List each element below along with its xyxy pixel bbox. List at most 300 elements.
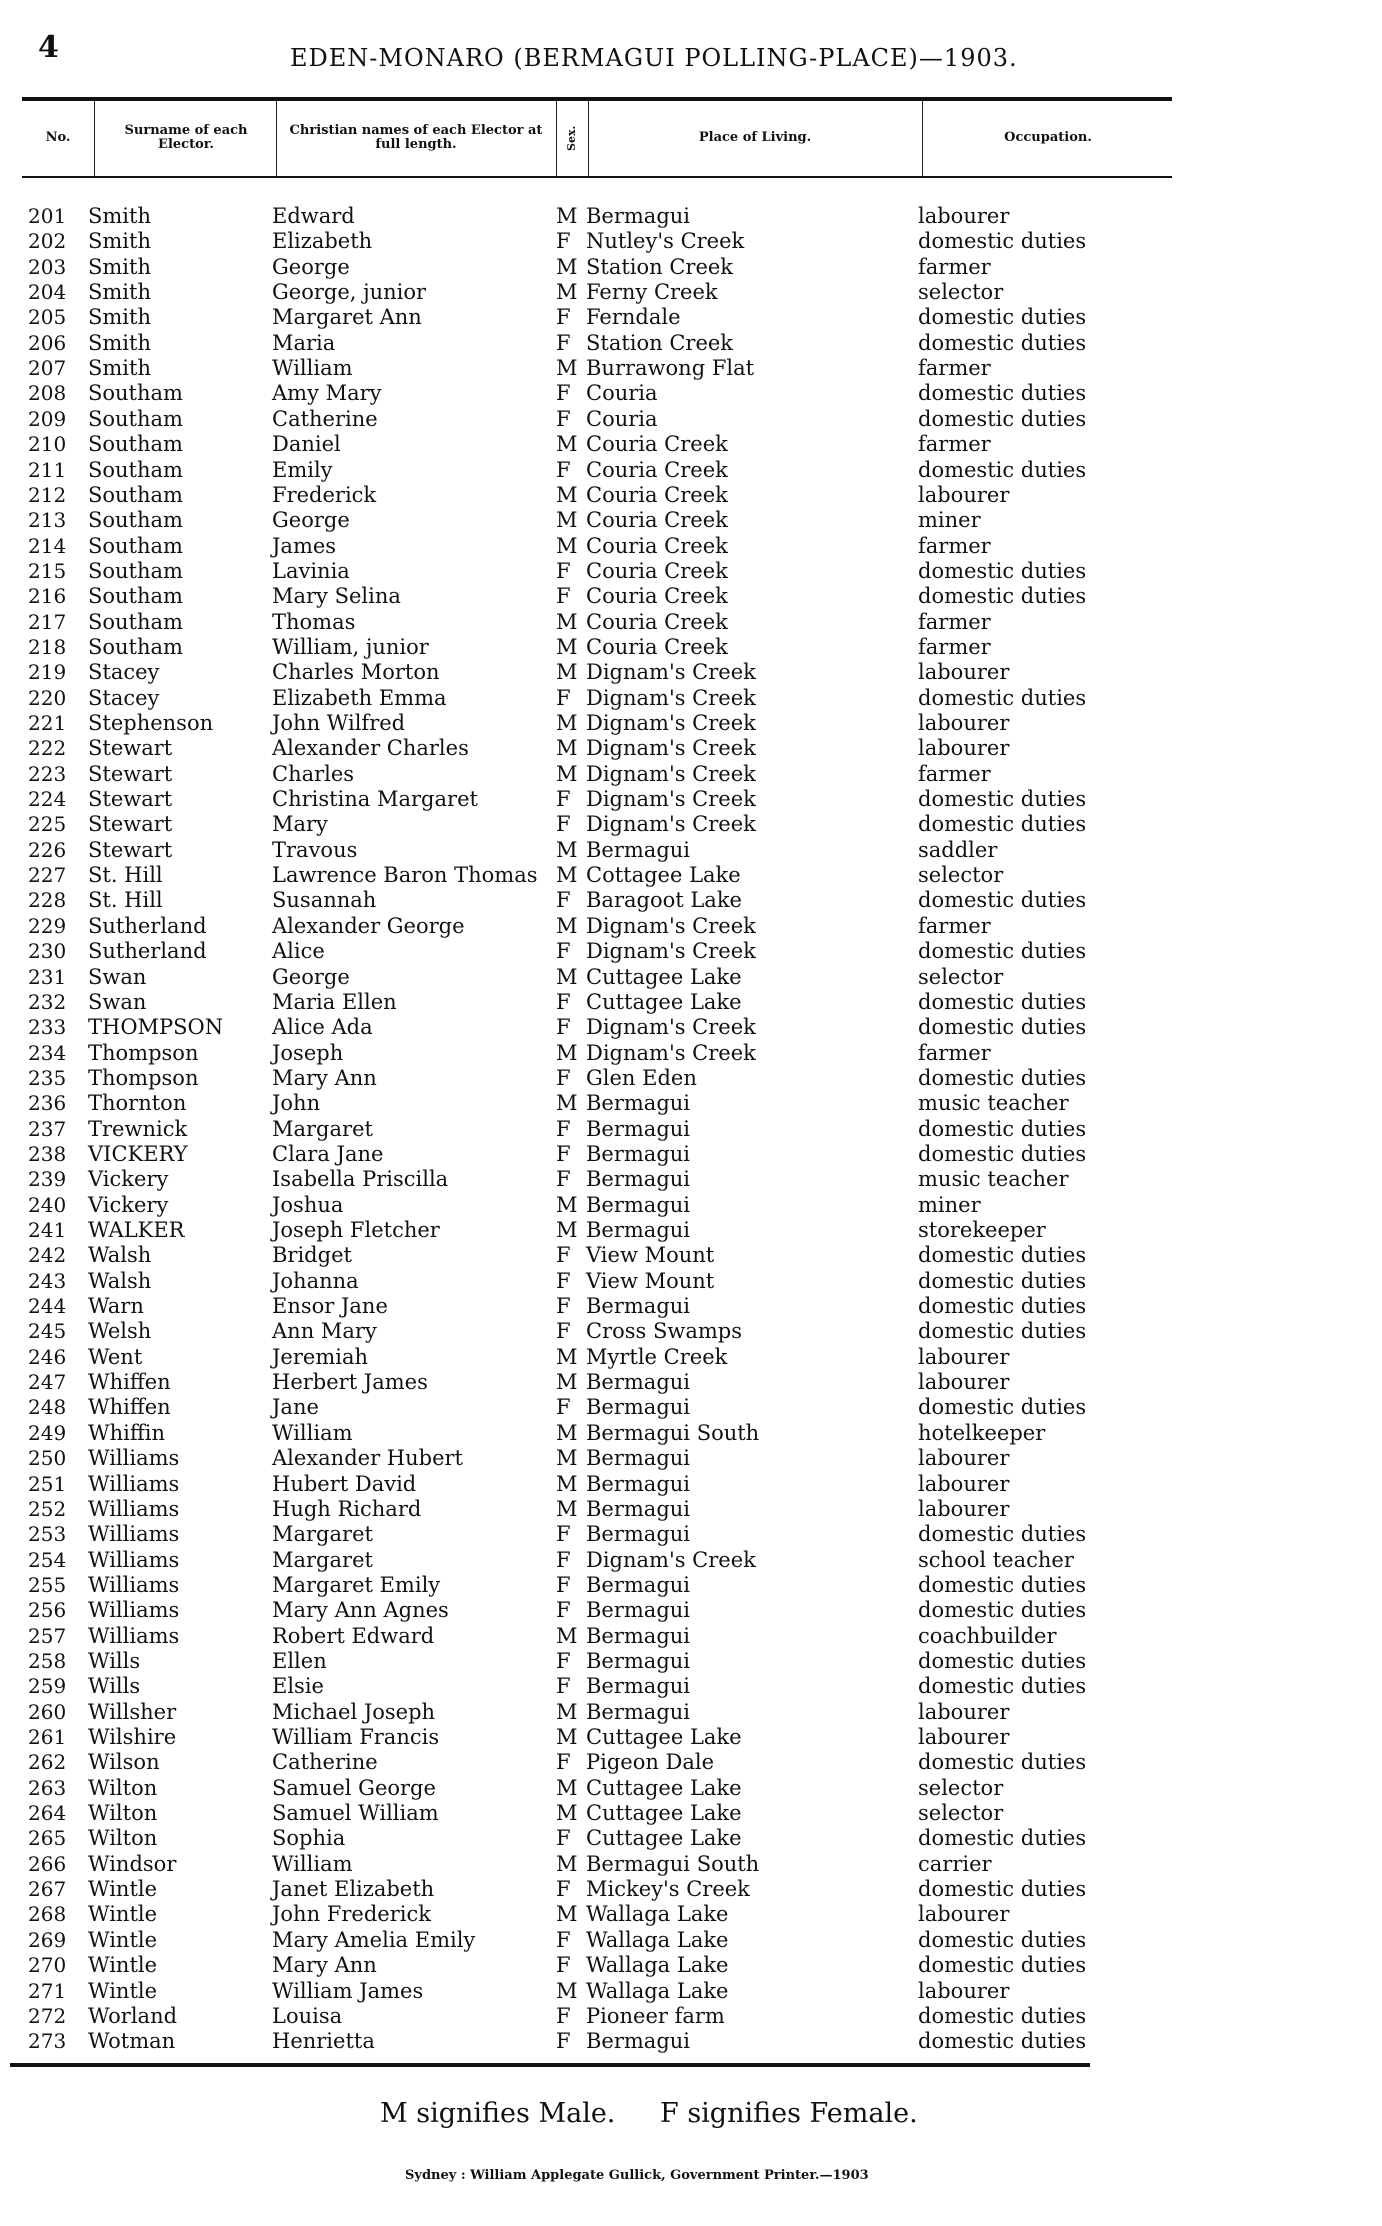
elector-place: Ferndale bbox=[586, 305, 681, 330]
elector-surname: Wintle bbox=[88, 1978, 158, 2003]
elector-place: Station Creek bbox=[586, 330, 734, 355]
elector-christian-names: Ann Mary bbox=[272, 1319, 377, 1344]
table-row bbox=[0, 280, 1382, 305]
elector-christian-names: Alexander Charles bbox=[272, 736, 469, 761]
elector-occupation: school teacher bbox=[918, 1547, 1074, 1572]
elector-sex: M bbox=[556, 508, 578, 533]
elector-place: Pioneer farm bbox=[586, 2003, 725, 2028]
elector-surname: Willsher bbox=[88, 1699, 177, 1724]
elector-place: Bermagui bbox=[586, 1116, 691, 1141]
elector-place: Couria Creek bbox=[586, 584, 728, 609]
column-header-place: Place of Living. bbox=[698, 130, 812, 145]
elector-number: 259 bbox=[28, 1674, 67, 1699]
table-row bbox=[0, 1953, 1382, 1978]
elector-christian-names: Daniel bbox=[272, 432, 341, 457]
elector-sex: F bbox=[556, 1065, 571, 1090]
elector-christian-names: Johanna bbox=[272, 1268, 359, 1293]
elector-place: Couria Creek bbox=[586, 558, 728, 583]
elector-christian-names: Samuel William bbox=[272, 1801, 439, 1826]
elector-place: Wallaga Lake bbox=[586, 1978, 729, 2003]
elector-occupation: domestic duties bbox=[918, 1065, 1087, 1090]
elector-christian-names: William bbox=[272, 356, 353, 381]
table-row bbox=[0, 432, 1382, 457]
elector-surname: Wilton bbox=[88, 1801, 158, 1826]
elector-surname: Williams bbox=[88, 1572, 180, 1597]
elector-number: 210 bbox=[28, 432, 67, 457]
column-divider bbox=[276, 100, 277, 176]
elector-place: Mickey's Creek bbox=[586, 1877, 750, 1902]
elector-place: Bermagui bbox=[586, 1294, 691, 1319]
elector-number: 238 bbox=[28, 1141, 67, 1166]
elector-place: Baragoot Lake bbox=[586, 888, 742, 913]
elector-place: Couria Creek bbox=[586, 508, 728, 533]
elector-christian-names: Margaret bbox=[272, 1547, 373, 1572]
sex-legend bbox=[380, 2098, 954, 2129]
table-row bbox=[0, 686, 1382, 711]
elector-place: Station Creek bbox=[586, 254, 734, 279]
elector-place: Cottagee Lake bbox=[586, 863, 741, 888]
elector-place: Ferny Creek bbox=[586, 280, 718, 305]
elector-place: Wallaga Lake bbox=[586, 1927, 729, 1952]
elector-christian-names: Ensor Jane bbox=[272, 1294, 388, 1319]
elector-occupation: domestic duties bbox=[918, 1395, 1087, 1420]
elector-christian-names: Christina Margaret bbox=[272, 787, 478, 812]
elector-surname: Southam bbox=[88, 381, 183, 406]
elector-christian-names: Clara Jane bbox=[272, 1141, 384, 1166]
elector-christian-names: Margaret Emily bbox=[272, 1572, 441, 1597]
elector-place: Glen Eden bbox=[586, 1065, 697, 1090]
elector-number: 204 bbox=[28, 280, 67, 305]
elector-place: Dignam's Creek bbox=[586, 1040, 756, 1065]
elector-number: 266 bbox=[28, 1851, 67, 1876]
elector-number: 208 bbox=[28, 381, 67, 406]
elector-number: 245 bbox=[28, 1319, 67, 1344]
table-row bbox=[0, 1548, 1382, 1573]
table-row bbox=[0, 559, 1382, 584]
elector-occupation: domestic duties bbox=[918, 1015, 1087, 1040]
elector-number: 246 bbox=[28, 1344, 67, 1369]
elector-christian-names: Alexander George bbox=[272, 913, 465, 938]
elector-sex: M bbox=[556, 1851, 578, 1876]
elector-number: 217 bbox=[28, 609, 67, 634]
elector-christian-names: Alice Ada bbox=[272, 1015, 373, 1040]
table-row bbox=[0, 1269, 1382, 1294]
elector-christian-names: Emily bbox=[272, 457, 333, 482]
table-row bbox=[0, 1446, 1382, 1471]
elector-occupation: domestic duties bbox=[918, 2029, 1087, 2054]
table-row bbox=[0, 812, 1382, 837]
top-rule bbox=[22, 97, 1172, 101]
elector-number: 252 bbox=[28, 1496, 67, 1521]
elector-surname: Smith bbox=[88, 229, 151, 254]
elector-occupation: farmer bbox=[918, 1040, 991, 1065]
elector-place: Couria Creek bbox=[586, 533, 728, 558]
elector-place: Dignam's Creek bbox=[586, 736, 756, 761]
elector-christian-names: Charles Morton bbox=[272, 660, 440, 685]
elector-number: 253 bbox=[28, 1522, 67, 1547]
elector-surname: Stewart bbox=[88, 837, 173, 862]
elector-number: 211 bbox=[28, 457, 67, 482]
elector-place: Wallaga Lake bbox=[586, 1953, 729, 1978]
table-row bbox=[0, 1243, 1382, 1268]
elector-occupation: domestic duties bbox=[918, 381, 1087, 406]
table-row bbox=[0, 939, 1382, 964]
table-row bbox=[0, 1066, 1382, 1091]
elector-occupation: domestic duties bbox=[918, 584, 1087, 609]
elector-occupation: labourer bbox=[918, 1725, 1010, 1749]
elector-number: 257 bbox=[28, 1623, 67, 1648]
elector-place: Bermagui bbox=[586, 1598, 691, 1623]
elector-place: Couria bbox=[586, 381, 658, 406]
elector-surname: Williams bbox=[88, 1598, 180, 1623]
elector-surname: Southam bbox=[88, 533, 183, 558]
elector-surname: Vickery bbox=[88, 1192, 169, 1217]
table-row bbox=[0, 1902, 1382, 1927]
table-row bbox=[0, 711, 1382, 736]
elector-occupation: farmer bbox=[918, 254, 991, 279]
elector-christian-names: Janet Elizabeth bbox=[272, 1877, 435, 1902]
elector-occupation: labourer bbox=[918, 1370, 1010, 1395]
elector-sex: M bbox=[556, 913, 578, 938]
elector-sex: M bbox=[556, 1446, 578, 1471]
elector-sex: M bbox=[556, 1344, 578, 1369]
elector-place: Bermagui South bbox=[586, 1851, 760, 1876]
elector-place: Couria Creek bbox=[586, 432, 728, 457]
elector-sex: M bbox=[556, 1978, 578, 2003]
table-row bbox=[0, 508, 1382, 533]
elector-surname: Wills bbox=[88, 1674, 141, 1699]
elector-place: Dignam's Creek bbox=[586, 939, 756, 964]
elector-place: Dignam's Creek bbox=[586, 711, 756, 735]
elector-surname: Thompson bbox=[88, 1040, 199, 1065]
elector-occupation: labourer bbox=[918, 1699, 1010, 1724]
table-row bbox=[0, 914, 1382, 939]
elector-surname: Williams bbox=[88, 1547, 180, 1572]
elector-place: Bermagui bbox=[586, 1572, 691, 1597]
header-rule bbox=[22, 176, 1172, 178]
elector-number: 247 bbox=[28, 1370, 67, 1395]
elector-christian-names: Louisa bbox=[272, 2003, 343, 2028]
table-row bbox=[0, 534, 1382, 559]
table-row bbox=[0, 888, 1382, 913]
elector-occupation: coachbuilder bbox=[918, 1623, 1057, 1648]
elector-christian-names: Isabella Priscilla bbox=[272, 1167, 449, 1192]
elector-sex: F bbox=[556, 1294, 571, 1319]
elector-number: 242 bbox=[28, 1243, 67, 1268]
elector-number: 209 bbox=[28, 406, 67, 431]
elector-surname: Welsh bbox=[88, 1319, 152, 1344]
elector-sex: F bbox=[556, 1116, 571, 1141]
table-row bbox=[0, 838, 1382, 863]
elector-number: 248 bbox=[28, 1395, 67, 1420]
elector-number: 233 bbox=[28, 1015, 67, 1040]
elector-place: Dignam's Creek bbox=[586, 1547, 756, 1572]
elector-sex: F bbox=[556, 1750, 571, 1775]
elector-place: Bermagui bbox=[586, 1522, 691, 1547]
elector-christian-names: Catherine bbox=[272, 1750, 378, 1775]
elector-sex: F bbox=[556, 1268, 571, 1293]
elector-surname: Swan bbox=[88, 989, 147, 1014]
table-row bbox=[0, 1649, 1382, 1674]
elector-number: 250 bbox=[28, 1446, 67, 1471]
elector-number: 220 bbox=[28, 685, 67, 710]
elector-christian-names: Travous bbox=[272, 837, 358, 862]
elector-sex: F bbox=[556, 787, 571, 812]
elector-surname: Southam bbox=[88, 432, 183, 457]
elector-christian-names: Jeremiah bbox=[272, 1344, 368, 1369]
table-row bbox=[0, 458, 1382, 483]
elector-christian-names: George bbox=[272, 254, 350, 279]
elector-occupation: domestic duties bbox=[918, 1268, 1087, 1293]
elector-surname: Southam bbox=[88, 634, 183, 659]
elector-occupation: domestic duties bbox=[918, 1648, 1087, 1673]
elector-occupation: domestic duties bbox=[918, 939, 1087, 964]
elector-sex: F bbox=[556, 939, 571, 964]
elector-number: 224 bbox=[28, 787, 67, 812]
elector-sex: F bbox=[556, 1648, 571, 1673]
elector-surname: Southam bbox=[88, 406, 183, 431]
elector-occupation: domestic duties bbox=[918, 1141, 1087, 1166]
elector-christian-names: Joseph Fletcher bbox=[272, 1218, 440, 1242]
table-row bbox=[0, 1598, 1382, 1623]
elector-occupation: farmer bbox=[918, 609, 991, 634]
table-row bbox=[0, 407, 1382, 432]
elector-occupation: domestic duties bbox=[918, 406, 1087, 431]
elector-occupation: selector bbox=[918, 280, 1004, 305]
elector-christian-names: George bbox=[272, 508, 350, 533]
elector-number: 241 bbox=[28, 1218, 67, 1242]
table-row bbox=[0, 965, 1382, 990]
elector-sex: M bbox=[556, 1192, 578, 1217]
table-row bbox=[0, 660, 1382, 685]
elector-sex: M bbox=[556, 482, 578, 507]
elector-place: Cuttagee Lake bbox=[586, 1775, 742, 1800]
table-row bbox=[0, 1041, 1382, 1066]
elector-christian-names: Sophia bbox=[272, 1826, 346, 1851]
elector-sex: M bbox=[556, 863, 578, 888]
elector-sex: M bbox=[556, 1725, 578, 1749]
elector-occupation: selector bbox=[918, 964, 1004, 989]
elector-christian-names: Margaret bbox=[272, 1116, 373, 1141]
elector-occupation: domestic duties bbox=[918, 812, 1087, 837]
elector-sex: M bbox=[556, 736, 578, 761]
elector-number: 222 bbox=[28, 736, 67, 761]
elector-surname: Wilshire bbox=[88, 1725, 177, 1749]
elector-sex: F bbox=[556, 812, 571, 837]
elector-christian-names: Alexander Hubert bbox=[272, 1446, 463, 1471]
elector-place: Dignam's Creek bbox=[586, 787, 756, 812]
elector-sex: F bbox=[556, 1674, 571, 1699]
table-row bbox=[0, 1117, 1382, 1142]
elector-surname: Williams bbox=[88, 1446, 180, 1471]
elector-sex: M bbox=[556, 533, 578, 558]
elector-sex: M bbox=[556, 660, 578, 685]
table-row bbox=[0, 1928, 1382, 1953]
elector-occupation: domestic duties bbox=[918, 1116, 1087, 1141]
elector-occupation: selector bbox=[918, 863, 1004, 888]
elector-surname: Southam bbox=[88, 457, 183, 482]
elector-occupation: domestic duties bbox=[918, 888, 1087, 913]
elector-number: 272 bbox=[28, 2003, 67, 2028]
elector-sex: F bbox=[556, 584, 571, 609]
elector-number: 258 bbox=[28, 1648, 67, 1673]
elector-surname: Walsh bbox=[88, 1243, 152, 1268]
table-row bbox=[0, 305, 1382, 330]
elector-surname: Went bbox=[88, 1344, 143, 1369]
table-row bbox=[0, 1319, 1382, 1344]
elector-place: Couria Creek bbox=[586, 457, 728, 482]
elector-number: 228 bbox=[28, 888, 67, 913]
elector-surname: Williams bbox=[88, 1522, 180, 1547]
elector-occupation: domestic duties bbox=[918, 2003, 1087, 2028]
elector-sex: M bbox=[556, 356, 578, 381]
elector-occupation: domestic duties bbox=[918, 1522, 1087, 1547]
table-row bbox=[0, 787, 1382, 812]
elector-christian-names: Susannah bbox=[272, 888, 377, 913]
elector-sex: F bbox=[556, 1826, 571, 1851]
table-row bbox=[0, 762, 1382, 787]
elector-number: 239 bbox=[28, 1167, 67, 1192]
elector-christian-names: Michael Joseph bbox=[272, 1699, 436, 1724]
elector-occupation: domestic duties bbox=[918, 1877, 1087, 1902]
elector-christian-names: Herbert James bbox=[272, 1370, 428, 1395]
elector-number: 218 bbox=[28, 634, 67, 659]
table-row bbox=[0, 1167, 1382, 1192]
table-row bbox=[0, 635, 1382, 660]
elector-place: Bermagui bbox=[586, 1167, 691, 1192]
table-row bbox=[0, 1193, 1382, 1218]
elector-place: Dignam's Creek bbox=[586, 761, 756, 786]
elector-sex: M bbox=[556, 1370, 578, 1395]
elector-occupation: domestic duties bbox=[918, 1598, 1087, 1623]
elector-occupation: labourer bbox=[918, 1471, 1010, 1496]
elector-sex: F bbox=[556, 685, 571, 710]
elector-occupation: domestic duties bbox=[918, 1953, 1087, 1978]
elector-number: 229 bbox=[28, 913, 67, 938]
elector-sex: F bbox=[556, 1877, 571, 1902]
elector-number: 231 bbox=[28, 964, 67, 989]
printer-imprint: Sydney : William Applegate Gullick, Government Printer.—1903 bbox=[405, 2168, 869, 2183]
elector-christian-names: William bbox=[272, 1851, 353, 1876]
elector-surname: Stewart bbox=[88, 761, 173, 786]
elector-sex: F bbox=[556, 381, 571, 406]
elector-occupation: domestic duties bbox=[918, 457, 1087, 482]
table-row bbox=[0, 331, 1382, 356]
elector-christian-names: Charles bbox=[272, 761, 355, 786]
elector-place: Couria Creek bbox=[586, 634, 728, 659]
elector-number: 232 bbox=[28, 989, 67, 1014]
elector-christian-names: Joseph bbox=[272, 1040, 344, 1065]
elector-place: Bermagui bbox=[586, 1648, 691, 1673]
elector-surname: Stacey bbox=[88, 685, 160, 710]
elector-sex: M bbox=[556, 1471, 578, 1496]
elector-place: Bermagui South bbox=[586, 1420, 760, 1445]
elector-occupation: domestic duties bbox=[918, 1319, 1087, 1344]
table-row bbox=[0, 1370, 1382, 1395]
elector-sex: F bbox=[556, 1395, 571, 1420]
elector-christian-names: Frederick bbox=[272, 482, 377, 507]
elector-place: Wallaga Lake bbox=[586, 1902, 729, 1927]
elector-number: 269 bbox=[28, 1927, 67, 1952]
elector-christian-names: James bbox=[272, 533, 337, 558]
elector-number: 271 bbox=[28, 1978, 67, 2003]
elector-place: Couria bbox=[586, 406, 658, 431]
elector-surname: St. Hill bbox=[88, 863, 163, 888]
elector-number: 207 bbox=[28, 356, 67, 381]
elector-sex: M bbox=[556, 254, 578, 279]
table-row bbox=[0, 1776, 1382, 1801]
elector-surname: Warn bbox=[88, 1294, 144, 1319]
elector-sex: F bbox=[556, 1927, 571, 1952]
elector-number: 214 bbox=[28, 533, 67, 558]
elector-sex: M bbox=[556, 1420, 578, 1445]
elector-occupation: labourer bbox=[918, 660, 1010, 685]
table-row bbox=[0, 1826, 1382, 1851]
elector-christian-names: Henrietta bbox=[272, 2029, 375, 2054]
elector-surname: Trewnick bbox=[88, 1116, 188, 1141]
elector-sex: M bbox=[556, 1801, 578, 1826]
elector-place: Bermagui bbox=[586, 1496, 691, 1521]
elector-surname: Stewart bbox=[88, 787, 173, 812]
table-row bbox=[0, 2004, 1382, 2029]
elector-occupation: labourer bbox=[918, 1446, 1010, 1471]
elector-place: Burrawong Flat bbox=[586, 356, 755, 381]
elector-occupation: labourer bbox=[918, 204, 1010, 228]
elector-sex: M bbox=[556, 1496, 578, 1521]
elector-occupation: music teacher bbox=[918, 1091, 1069, 1116]
elector-occupation: farmer bbox=[918, 533, 991, 558]
elector-occupation: farmer bbox=[918, 913, 991, 938]
elector-occupation: labourer bbox=[918, 1496, 1010, 1521]
elector-surname: VICKERY bbox=[88, 1141, 188, 1166]
elector-number: 227 bbox=[28, 863, 67, 888]
elector-place: Dignam's Creek bbox=[586, 812, 756, 837]
elector-christian-names: Maria Ellen bbox=[272, 989, 397, 1014]
elector-sex: F bbox=[556, 1953, 571, 1978]
elector-number: 270 bbox=[28, 1953, 67, 1978]
elector-number: 201 bbox=[28, 204, 67, 228]
elector-number: 262 bbox=[28, 1750, 67, 1775]
elector-place: View Mount bbox=[586, 1243, 715, 1268]
elector-sex: M bbox=[556, 1775, 578, 1800]
elector-place: Myrtle Creek bbox=[586, 1344, 728, 1369]
elector-occupation: farmer bbox=[918, 356, 991, 381]
elector-number: 225 bbox=[28, 812, 67, 837]
bottom-rule bbox=[10, 2063, 1090, 2067]
elector-occupation: domestic duties bbox=[918, 1243, 1087, 1268]
elector-place: Nutley's Creek bbox=[586, 229, 745, 254]
elector-number: 205 bbox=[28, 305, 67, 330]
elector-place: Bermagui bbox=[586, 1370, 691, 1395]
elector-number: 216 bbox=[28, 584, 67, 609]
elector-sex: F bbox=[556, 989, 571, 1014]
elector-number: 267 bbox=[28, 1877, 67, 1902]
elector-christian-names: Amy Mary bbox=[272, 381, 382, 406]
elector-surname: Thornton bbox=[88, 1091, 187, 1116]
elector-number: 265 bbox=[28, 1826, 67, 1851]
elector-number: 261 bbox=[28, 1725, 67, 1749]
elector-number: 249 bbox=[28, 1420, 67, 1445]
page-number: 4 bbox=[38, 30, 59, 65]
table-row bbox=[0, 356, 1382, 381]
elector-occupation: domestic duties bbox=[918, 1294, 1087, 1319]
elector-place: Bermagui bbox=[586, 1192, 691, 1217]
elector-place: Cuttagee Lake bbox=[586, 1826, 742, 1851]
elector-surname: Smith bbox=[88, 204, 151, 228]
elector-occupation: selector bbox=[918, 1775, 1004, 1800]
elector-occupation: music teacher bbox=[918, 1167, 1069, 1192]
table-row bbox=[0, 1218, 1382, 1243]
